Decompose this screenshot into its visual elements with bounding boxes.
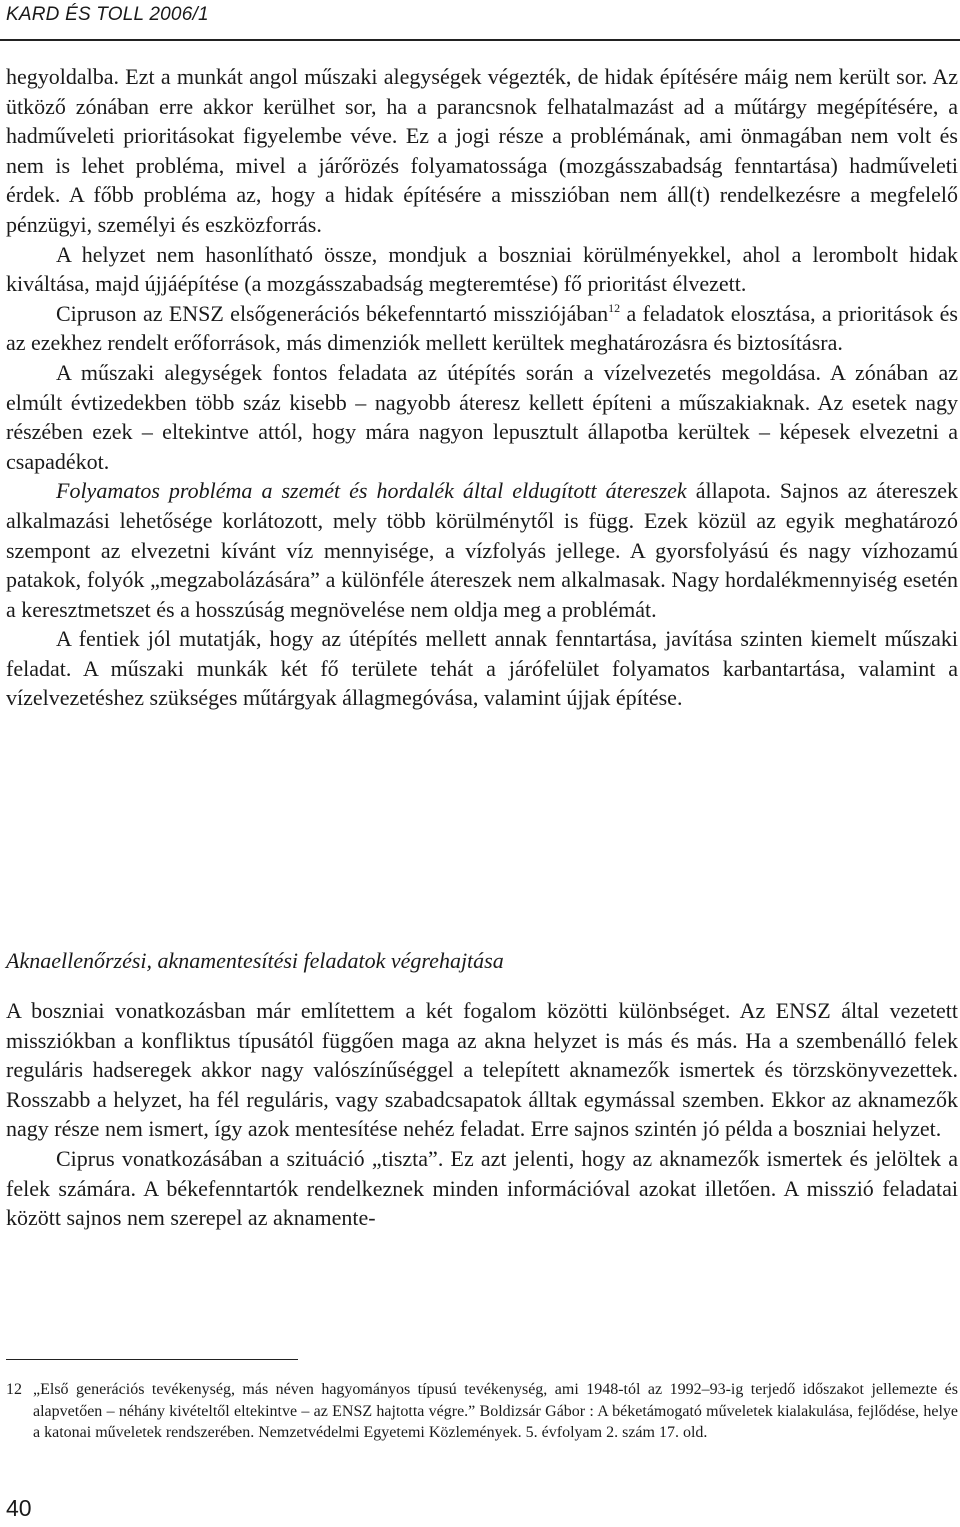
footnote-number: 12 (6, 1381, 22, 1398)
section-heading: Aknaellenőrzési, aknamentesítési feladatok végrehajtása (6, 948, 504, 973)
section-2-paragraph-1: A boszniai vonatkozásban már említettem a két fogalom közötti különbséget. Az ENSZ által vezetett missziókban a konfliktus típusától függően maga az akna helyzet is más és más. Ha a szembenálló felek reguláris hadseregek akkor nagy valószínűséggel a telepített aknamezők ismertek és törzskönyvezettek. Rosszabb a helyzet, ha fél reguláris, vagy szabadcsapatok álltak egymással szemben. Ekkor az aknamezők nagy része nem ismert, így azok mentesítése nehéz feladat. Erre sajnos szintén jó példa a boszniai helyzet. (6, 998, 958, 1142)
paragraph-6: A fentiek jól mutatják, hogy az útépítés mellett annak fenntartása, javítása szinten kiemelt műszaki feladat. A műszaki munkák két fő területe tehát a járófelület folyamatos karbantartása, valamint a vízelvezetéshez szükséges műtárgyak állagmegóvása, valamint újjak építése. (6, 626, 958, 711)
running-header: KARD ÉS TOLL 2006/1 (6, 4, 209, 25)
paragraph-5-emphasis: Folyamatos probléma a szemét és hordalék által eldugított átereszek (56, 478, 687, 504)
footnote-text: „Első generációs tevékenység, más néven hagyományos típusú tevékenység, ami 1948-tól az 1992–93-ig terjedő időszakot jellemezte és alapvetően – néhány kivételtől eltekintve – az ENSZ hajtotta végre.” Boldizsár Gábor : A béketámogató műveletek kialakulása, fejlődése, helye a katonai műveletek rendszerében. Nemzetvédelmi Egyetemi Közlemények. 5. évfolyam 2. szám 17. old. (33, 1381, 958, 1442)
section-2-paragraph-2: Ciprus vonatkozásában a szituáció „tiszta”. Ez azt jelenti, hogy az aknamezők ismertek és jelöltek a felek számára. A békefenntartók rendelkeznek minden információval azokat illetően. A misszió feladatai között sajnos nem szerepel az aknamente- (6, 1145, 958, 1231)
paragraph-4: A műszaki alegységek fontos feladata az útépítés során a vízelvezetés megoldása. A zónában az elmúlt évtizedekben több száz kisebb – nagyobb áteresz kellett építeni a műszakiaknak. Az esetek nagy részében ezek – eltekintve attól, hogy mára nagyon lepusztult állapotba kerültek – képesek elvezetni a csapadékot. (6, 359, 958, 474)
section-2-body (6, 996, 958, 1233)
page-number: 40 (6, 1495, 32, 1521)
paragraph-3-text-before: Cipruson az ENSZ elsőgenerációs békefenntartó missziójában (56, 300, 609, 326)
paragraph-5-text: állapota. Sajnos az átereszek alkalmazási lehetősége korlátozott, mely több körülménytől is függ. Ezek közül az egyik meghatározó szempont az elvezetni kívánt víz mennyisége, a vízfolyás jellege. A gyorsfolyású és nagy vízhozamú patakok, folyók „megzabolázására” a különféle átereszek nem alkalmasak. Nagy hordalékmennyiség esetén a keresztmetszet és a hosszúság megnövelése nem oldja meg a problémát. (6, 478, 958, 622)
paragraph-5 (6, 476, 958, 624)
paragraph-1: hegyoldalba. Ezt a munkát angol műszaki alegységek végezték, de hidak építésére máig nem került sor. Az ütköző zónában erre akkor kerülhet sor, ha a parancsnok felhatalmazást ad a műtárgy megépítésére, a hadműveleti prioritásokat figyelembe véve. Ez a jogi része a problémának, ami önmagában nem volt és nem is lehet probléma, mivel a járőrözés folyamatossága (mozgásszabadság fenntartása) hadműveleti érdek. A főbb probléma az, hogy a hidak építésére a misszióban nem áll(t) rendelkezésre a megfelelő pénzügyi, személyi és eszközforrás. (6, 64, 958, 237)
footnote-12 (6, 1379, 958, 1444)
paragraph-3-text-after: a feladatok elosztása, a prioritások és az ezekhez rendelt erőforrások, más dimenziók mellett kerültek meghatározásra és biztosításra. (6, 300, 958, 356)
paragraph-3 (6, 299, 958, 358)
footnote-rule (6, 1359, 298, 1360)
header-rule (0, 39, 960, 41)
paragraph-2: A helyzet nem hasonlítható össze, mondjuk a boszniai körülményekkel, ahol a lerombolt hidak kiváltása, majd újjáépítése (a mozgásszabadság megteremtése) fő prioritást élvezett. (6, 241, 958, 297)
footnote-ref-12[interactable]: 12 (608, 300, 621, 315)
section-1-body (6, 62, 958, 713)
